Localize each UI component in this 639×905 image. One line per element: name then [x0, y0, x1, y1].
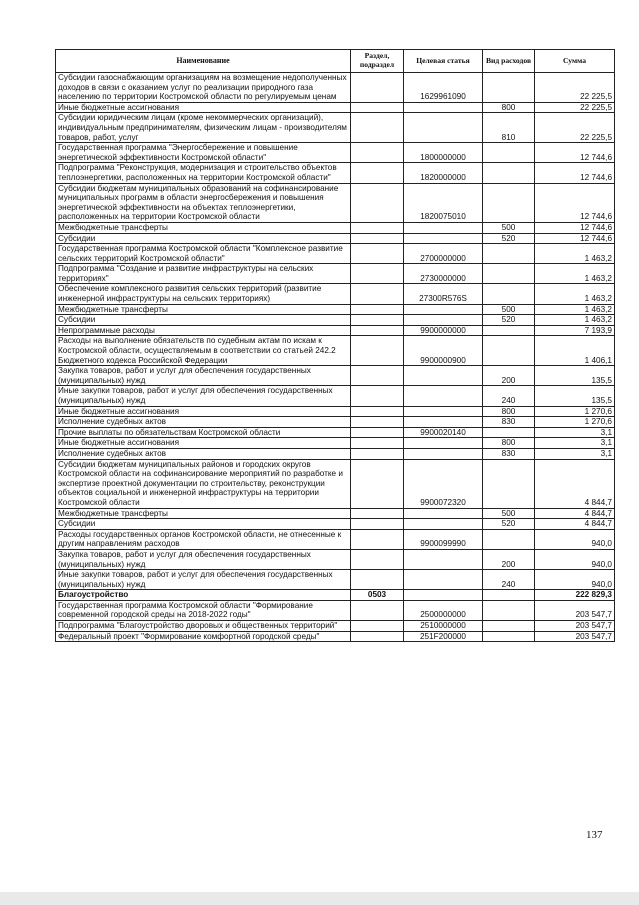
cell-sum: 940,0 [535, 570, 615, 590]
cell-sum: 203 547,7 [535, 600, 615, 620]
cell-sum: 4 844,7 [535, 508, 615, 519]
table-row [56, 325, 615, 336]
cell-name: Прочие выплаты по обязательствам Костромской области [56, 427, 351, 438]
cell-kind [483, 73, 535, 103]
cell-kind: 500 [483, 508, 535, 519]
table-row [56, 233, 615, 244]
cell-name: Закупка товаров, работ и услуг для обеспечения государственных (муниципальных) нужд [56, 366, 351, 386]
cell-target [404, 304, 483, 315]
cell-section [351, 284, 404, 304]
cell-sum: 12 744,6 [535, 163, 615, 183]
cell-target: 2510000000 [404, 621, 483, 632]
cell-target [404, 519, 483, 530]
cell-kind [483, 325, 535, 336]
header-target: Целевая статья [404, 50, 483, 73]
cell-target [404, 590, 483, 601]
cell-target: 1629961090 [404, 73, 483, 103]
cell-kind [483, 590, 535, 601]
cell-name: Исполнение судебных актов [56, 417, 351, 428]
table-row [56, 264, 615, 284]
cell-name: Расходы государственных органов Костромской области, не отнесенные к другим направлениям расходов [56, 529, 351, 549]
cell-kind: 520 [483, 315, 535, 326]
cell-name: Субсидии юридическим лицам (кроме некоммерческих организаций), индивидуальным предпринимателям, физическим лицам - производителям товаров, работ, услуг [56, 113, 351, 143]
cell-sum: 12 744,6 [535, 143, 615, 163]
cell-target: 9900020140 [404, 427, 483, 438]
cell-sum: 1 463,2 [535, 284, 615, 304]
table-row [56, 631, 615, 642]
cell-section [351, 570, 404, 590]
cell-kind [483, 600, 535, 620]
cell-target: 9900099990 [404, 529, 483, 549]
cell-section [351, 304, 404, 315]
cell-target [404, 417, 483, 428]
cell-name: Субсидии [56, 315, 351, 326]
cell-kind [483, 621, 535, 632]
cell-kind: 240 [483, 386, 535, 406]
cell-section [351, 143, 404, 163]
cell-name: Обеспечение комплексного развития сельских территорий (развитие инженерной инфраструктуры на сельских территориях) [56, 284, 351, 304]
cell-sum: 4 844,7 [535, 519, 615, 530]
cell-target [404, 570, 483, 590]
cell-name: Иные бюджетные ассигнования [56, 438, 351, 449]
cell-kind: 830 [483, 448, 535, 459]
cell-sum: 3,1 [535, 427, 615, 438]
cell-kind: 200 [483, 366, 535, 386]
table-row [56, 508, 615, 519]
cell-kind: 830 [483, 417, 535, 428]
cell-target: 251F200000 [404, 631, 483, 642]
cell-section [351, 264, 404, 284]
cell-sum: 22 225,5 [535, 73, 615, 103]
budget-table [55, 49, 615, 642]
cell-kind [483, 143, 535, 163]
cell-sum: 1 270,6 [535, 406, 615, 417]
table-row [56, 386, 615, 406]
table-row [56, 549, 615, 569]
cell-kind: 520 [483, 519, 535, 530]
cell-name: Межбюджетные трансферты [56, 304, 351, 315]
cell-kind: 800 [483, 438, 535, 449]
cell-name: Межбюджетные трансферты [56, 508, 351, 519]
cell-section [351, 366, 404, 386]
cell-target [404, 366, 483, 386]
cell-kind [483, 284, 535, 304]
cell-target: 9900000000 [404, 325, 483, 336]
cell-section [351, 631, 404, 642]
cell-name: Иные закупки товаров, работ и услуг для обеспечения государственных (муниципальных) нужд [56, 570, 351, 590]
cell-target [404, 448, 483, 459]
cell-section [351, 529, 404, 549]
cell-target: 1800000000 [404, 143, 483, 163]
cell-target: 2500000000 [404, 600, 483, 620]
table-row [56, 438, 615, 449]
table-row [56, 417, 615, 428]
cell-target [404, 508, 483, 519]
cell-sum: 1 463,2 [535, 264, 615, 284]
cell-name: Расходы на выполнение обязательств по судебным актам по искам к Костромской области, осуществляемым в соответствии со статьей 242.2 Бюджетного кодекса Российской Федерации [56, 336, 351, 366]
cell-section [351, 406, 404, 417]
table-header-row [56, 50, 615, 73]
cell-target [404, 406, 483, 417]
page-number: 137 [586, 829, 603, 841]
cell-name: Закупка товаров, работ и услуг для обеспечения государственных (муниципальных) нужд [56, 549, 351, 569]
cell-sum: 12 744,6 [535, 233, 615, 244]
cell-sum: 22 225,5 [535, 113, 615, 143]
cell-target [404, 549, 483, 569]
cell-section [351, 519, 404, 530]
cell-target: 9900072320 [404, 459, 483, 508]
cell-target [404, 102, 483, 113]
table-row [56, 73, 615, 103]
table-row [56, 366, 615, 386]
cell-sum: 1 463,2 [535, 304, 615, 315]
cell-sum: 3,1 [535, 438, 615, 449]
cell-section [351, 386, 404, 406]
cell-kind [483, 427, 535, 438]
cell-section [351, 336, 404, 366]
cell-name: Государственная программа Костромской области "Комплексное развитие сельских территорий Костромской области" [56, 244, 351, 264]
cell-kind: 500 [483, 304, 535, 315]
cell-sum: 4 844,7 [535, 459, 615, 508]
cell-section [351, 417, 404, 428]
cell-section [351, 459, 404, 508]
cell-kind [483, 529, 535, 549]
cell-sum: 203 547,7 [535, 621, 615, 632]
cell-kind [483, 183, 535, 222]
table-row [56, 315, 615, 326]
cell-sum: 135,5 [535, 386, 615, 406]
cell-section [351, 438, 404, 449]
cell-sum: 7 193,9 [535, 325, 615, 336]
cell-section [351, 163, 404, 183]
cell-sum: 22 225,5 [535, 102, 615, 113]
cell-sum: 1 463,2 [535, 315, 615, 326]
table-row [56, 459, 615, 508]
cell-name: Иные закупки товаров, работ и услуг для обеспечения государственных (муниципальных) нужд [56, 386, 351, 406]
table-row [56, 102, 615, 113]
cell-target: 1820000000 [404, 163, 483, 183]
scan-bottom-strip [0, 892, 639, 905]
table-row [56, 222, 615, 233]
cell-section [351, 448, 404, 459]
cell-sum: 222 829,3 [535, 590, 615, 601]
cell-name: Межбюджетные трансферты [56, 222, 351, 233]
table-row [56, 143, 615, 163]
table-row [56, 183, 615, 222]
cell-name: Подпрограмма "Благоустройство дворовых и общественных территорий" [56, 621, 351, 632]
cell-section [351, 549, 404, 569]
cell-kind [483, 264, 535, 284]
cell-sum: 12 744,6 [535, 222, 615, 233]
header-name: Наименование [56, 50, 351, 73]
cell-target: 2700000000 [404, 244, 483, 264]
cell-kind [483, 336, 535, 366]
cell-kind [483, 163, 535, 183]
cell-sum: 940,0 [535, 549, 615, 569]
cell-target [404, 386, 483, 406]
cell-name: Субсидии [56, 519, 351, 530]
table-row [56, 244, 615, 264]
cell-name: Федеральный проект "Формирование комфортной городской среды" [56, 631, 351, 642]
cell-kind: 240 [483, 570, 535, 590]
cell-section [351, 222, 404, 233]
cell-target [404, 315, 483, 326]
cell-section [351, 73, 404, 103]
cell-name: Иные бюджетные ассигнования [56, 406, 351, 417]
cell-kind: 500 [483, 222, 535, 233]
cell-target: 2730000000 [404, 264, 483, 284]
cell-target [404, 222, 483, 233]
table-row [56, 406, 615, 417]
cell-section [351, 325, 404, 336]
cell-sum: 1 463,2 [535, 244, 615, 264]
cell-kind [483, 631, 535, 642]
cell-name: Исполнение судебных актов [56, 448, 351, 459]
table-row [56, 600, 615, 620]
cell-name: Субсидии газоснабжающим организациям на возмещение недополученных доходов в связи с оказанием услуг по реализации природного газа населению по территории Костромской области по регулируемым ценам [56, 73, 351, 103]
cell-kind: 520 [483, 233, 535, 244]
cell-name: Субсидии бюджетам муниципальных районов и городских округов Костромской области на софинансирование мероприятий по разработке и экспертизе проектной документации по строительству, реконструкции объектов социальной и инженерной инфраструктуры на территории Костромской области [56, 459, 351, 508]
cell-section [351, 427, 404, 438]
cell-sum: 135,5 [535, 366, 615, 386]
cell-kind: 800 [483, 102, 535, 113]
cell-section [351, 621, 404, 632]
cell-target: 27300R576S [404, 284, 483, 304]
cell-sum: 12 744,6 [535, 183, 615, 222]
table-row [56, 529, 615, 549]
cell-kind: 810 [483, 113, 535, 143]
table-row [56, 519, 615, 530]
cell-name: Субсидии [56, 233, 351, 244]
cell-name: Подпрограмма "Реконструкция, модернизация и строительство объектов теплоэнергетики, расположенных на территории Костромской области" [56, 163, 351, 183]
table-row [56, 113, 615, 143]
cell-sum: 940,0 [535, 529, 615, 549]
cell-section [351, 183, 404, 222]
cell-section [351, 508, 404, 519]
table-row [56, 621, 615, 632]
cell-name: Субсидии бюджетам муниципальных образований на софинансирование муниципальных программ в области энергосбережения и повышения энергетической эффективности на объектах теплоэнергетики, расположенных на территории Костромской области [56, 183, 351, 222]
cell-target [404, 438, 483, 449]
table-row [56, 336, 615, 366]
cell-name: Непрограммные расходы [56, 325, 351, 336]
cell-name: Благоустройство [56, 590, 351, 601]
table-body [56, 73, 615, 642]
table-row [56, 284, 615, 304]
cell-name: Государственная программа Костромской области "Формирование современной городской среды на 2018-2022 годы" [56, 600, 351, 620]
cell-section [351, 113, 404, 143]
cell-kind: 200 [483, 549, 535, 569]
cell-kind [483, 244, 535, 264]
cell-target [404, 113, 483, 143]
cell-section [351, 600, 404, 620]
header-kind: Вид расходов [483, 50, 535, 73]
table-row [56, 427, 615, 438]
cell-sum: 1 406,1 [535, 336, 615, 366]
cell-target [404, 233, 483, 244]
table-row [56, 570, 615, 590]
cell-section [351, 102, 404, 113]
cell-name: Иные бюджетные ассигнования [56, 102, 351, 113]
cell-target: 1820075010 [404, 183, 483, 222]
cell-kind [483, 459, 535, 508]
cell-sum: 3,1 [535, 448, 615, 459]
cell-sum: 1 270,6 [535, 417, 615, 428]
cell-target: 9900000900 [404, 336, 483, 366]
header-sum: Сумма [535, 50, 615, 73]
header-section: Раздел, подраздел [351, 50, 404, 73]
cell-name: Подпрограмма "Создание и развитие инфраструктуры на сельских территориях" [56, 264, 351, 284]
cell-section: 0503 [351, 590, 404, 601]
table-row [56, 448, 615, 459]
cell-section [351, 233, 404, 244]
table-row [56, 163, 615, 183]
cell-section [351, 244, 404, 264]
table-row [56, 304, 615, 315]
cell-name: Государственная программа "Энергосбережение и повышение энергетической эффективности Костромской области" [56, 143, 351, 163]
cell-kind: 800 [483, 406, 535, 417]
cell-sum: 203 547,7 [535, 631, 615, 642]
table-row [56, 590, 615, 601]
cell-section [351, 315, 404, 326]
